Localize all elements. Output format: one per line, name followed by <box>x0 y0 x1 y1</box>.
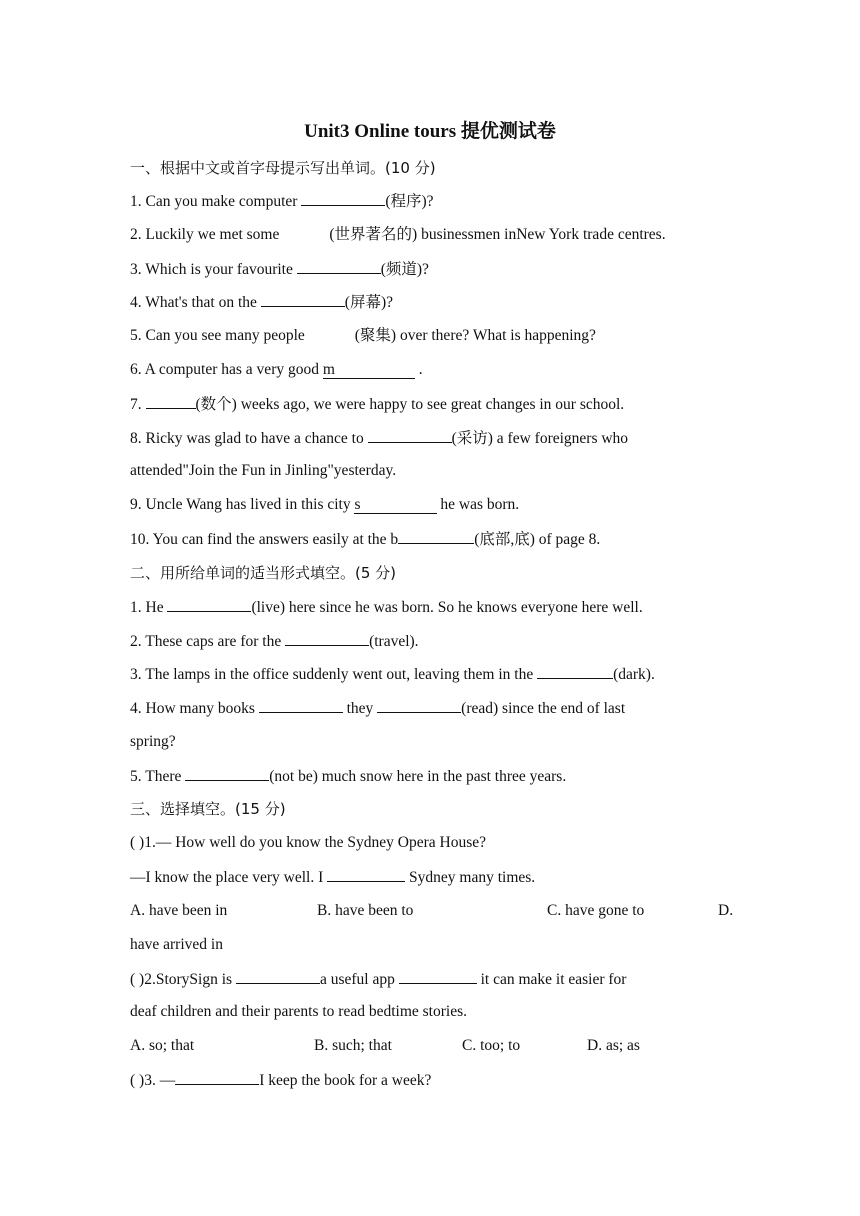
s3-question-3-stem: ( )3. — I keep the book for a week? <box>130 1072 432 1089</box>
answer-blank[interactable] <box>259 698 343 713</box>
s1-question-8-cont: attended"Join the Fun in Jinling"yesterday. <box>130 462 397 479</box>
answer-blank[interactable] <box>146 394 196 409</box>
answer-blank[interactable] <box>285 631 369 646</box>
s3-question-1-stem: ( )1.— How well do you know the Sydney Opera House? <box>130 834 487 851</box>
answer-blank[interactable] <box>327 867 405 882</box>
s1-question-7: 7. (数个) weeks ago, we were happy to see great changes in our school. <box>130 396 625 413</box>
option-d[interactable]: D. as; as <box>587 1037 640 1054</box>
s2-question-1: 1. He (live) here since he was born. So he knows everyone here well. <box>130 599 643 616</box>
s2-question-4: 4. How many books they (read) since the end of last <box>130 700 626 717</box>
answer-blank[interactable] <box>261 292 345 307</box>
s1-question-1: 1. Can you make computer (程序)? <box>130 193 434 210</box>
s1-question-3: 3. Which is your favourite (频道)? <box>130 261 429 278</box>
answer-blank[interactable] <box>185 766 269 781</box>
option-a[interactable]: A. have been in <box>130 902 228 919</box>
answer-blank[interactable] <box>399 969 477 984</box>
option-b[interactable]: B. have been to <box>317 902 414 919</box>
s3-question-2-cont: deaf children and their parents to read bedtime stories. <box>130 1003 467 1020</box>
answer-blank[interactable] <box>301 191 385 206</box>
s2-question-2: 2. These caps are for the (travel). <box>130 633 419 650</box>
answer-blank[interactable]: m <box>323 361 415 379</box>
answer-blank[interactable] <box>236 969 320 984</box>
s1-question-4: 4. What's that on the (屏幕)? <box>130 294 393 311</box>
option-c[interactable]: C. too; to <box>462 1037 521 1054</box>
s1-question-5: 5. Can you see many people (聚集) over there? What is happening? <box>130 327 596 344</box>
option-d[interactable]: D. <box>718 902 734 919</box>
s1-question-10: 10. You can find the answers easily at the b (底部,底) of page 8. <box>130 531 601 548</box>
answer-blank[interactable]: s <box>354 496 436 514</box>
s2-question-5: 5. There (not be) much snow here in the past three years. <box>130 768 567 785</box>
answer-blank[interactable] <box>167 597 251 612</box>
page-title: Unit3 Online tours 提优测试卷 <box>304 121 556 142</box>
s3-question-2-stem: ( )2.StorySign is a useful app it can make it easier for <box>130 971 627 988</box>
answer-blank[interactable] <box>377 698 461 713</box>
s1-question-2: 2. Luckily we met some (世界著名的) businessmen inNew York trade centres. <box>130 226 666 243</box>
section2-heading: 二、用所给单词的适当形式填空。(5 分) <box>130 564 397 582</box>
answer-blank[interactable] <box>537 664 613 679</box>
option-d-cont: have arrived in <box>130 936 223 953</box>
s2-question-4-cont: spring? <box>130 733 176 750</box>
s1-question-6: 6. A computer has a very good m . <box>130 361 423 378</box>
s1-question-9: 9. Uncle Wang has lived in this city s he was born. <box>130 496 520 513</box>
option-b[interactable]: B. such; that <box>314 1037 392 1054</box>
answer-blank[interactable] <box>368 428 452 443</box>
s3-question-1-stem2: —I know the place very well. I Sydney many times. <box>130 869 536 886</box>
option-a[interactable]: A. so; that <box>130 1037 195 1054</box>
section1-heading: 一、根据中文或首字母提示写出单词。(10 分) <box>130 159 436 177</box>
section3-heading: 三、选择填空。(15 分) <box>130 800 286 818</box>
s2-question-3: 3. The lamps in the office suddenly went out, leaving them in the (dark). <box>130 666 655 683</box>
answer-blank[interactable] <box>297 259 381 274</box>
answer-blank[interactable] <box>175 1070 259 1085</box>
option-c[interactable]: C. have gone to <box>547 902 645 919</box>
answer-blank[interactable] <box>398 529 474 544</box>
s1-question-8: 8. Ricky was glad to have a chance to (采访) a few foreigners who <box>130 430 629 447</box>
